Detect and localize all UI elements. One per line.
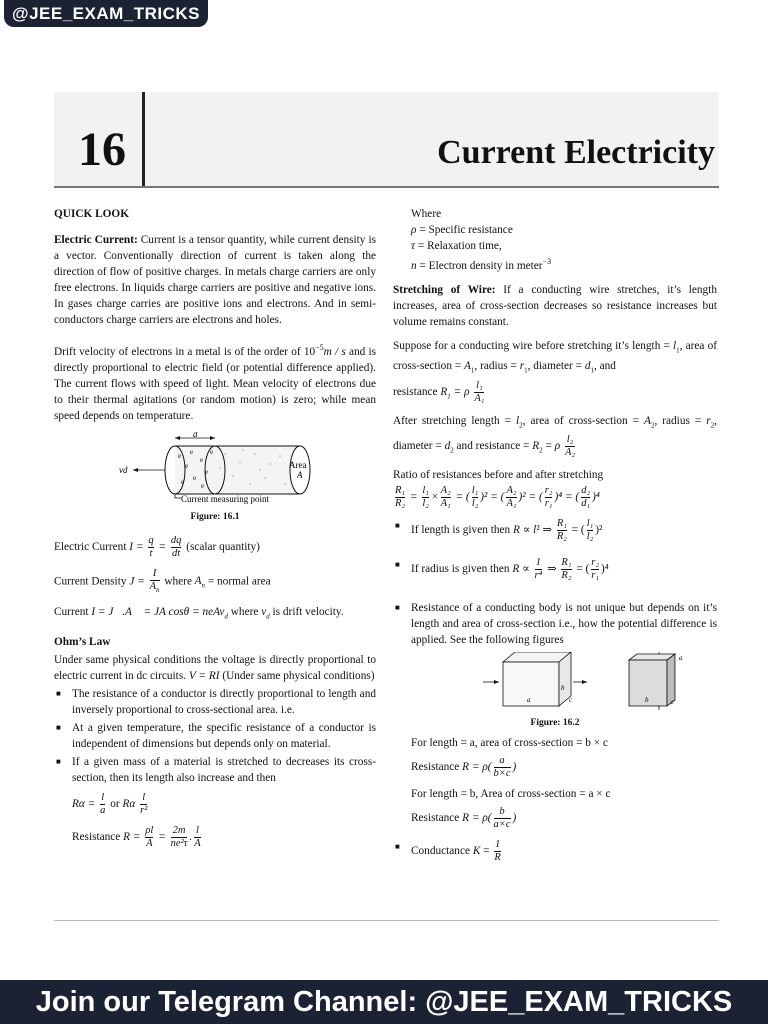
block-diagrams — [411, 652, 631, 710]
svg-text:b: b — [645, 695, 649, 704]
list-item: ■ If length is given then R ∝ l² ⇒ $\frac{\text{R₁}}{\text{R₂}}$ = ( $\frac{\text{l₁}}{\text{l₂}}$ )² — [393, 518, 717, 543]
eq-r1: resistance $R_1 = \rho$ $\frac{\text{l₁}}{\text{A₁}}$ — [393, 380, 485, 405]
figure-16-2-caption: Figure: 16.2 — [530, 717, 580, 728]
right-column — [393, 206, 717, 866]
eq-resistance: Resistance R = $\frac{\rho l}{A}$ = $\frac{2m}{\text{ne²τ}}$ . $\frac{l}{A}$ — [72, 825, 201, 850]
eq-ratio: $\frac{\text{R₁}}{\text{R₂}}$ = $\frac{\text{l₁}}{\text{l₂}}$ × $\frac{\text{A₂}}{\text{A₁}}$ = ( $\frac{\text{l₁}}{\text{l₂}}$ )² = ( $\frac{\text{A₂}}{\text{A₁}}$ )² = ( $\frac{\text{r₂}}{\text{r₁}}$ )⁴ = ( $\frac{\text{d₂}}{\text{d₁}}$ )⁴ — [395, 484, 600, 509]
quick-look-heading: QUICK LOOK — [54, 208, 130, 220]
header-divider — [142, 92, 145, 186]
svg-text:e: e — [190, 447, 194, 456]
eq-proportional: Rα = $\frac{l}{a}$ or Rα $\frac{l}{\text{r²}}$ — [72, 792, 148, 817]
svg-text:c: c — [671, 697, 675, 706]
where-block: Where ρ = Specific resistance τ = Relaxation time, n = Electron density in meter$^{-3}$ — [411, 208, 552, 272]
svg-text:e: e — [205, 467, 209, 476]
list-item: ■ At a given temperature, the specific resistance of a conductor is independent of dimensions but depends only on material. — [54, 720, 376, 752]
list-item: ■ The resistance of a conductor is directly proportional to length and inversely proportional to cross-sectional area. i.e. — [54, 686, 376, 718]
svg-text:e: e — [185, 461, 189, 470]
ohm-bullets — [54, 686, 376, 786]
fig1-vd: vd — [119, 464, 128, 475]
electric-current-para — [54, 232, 376, 328]
svg-text:e: e — [201, 481, 205, 490]
figure-16-2 — [393, 652, 717, 731]
drift-b: and is directly proportional to electric field (or potential difference applied). The current flows with speed of light. Mean velocity of electrons due to their thermal agitations (or random motion) is zero; while mean speed depends on temperature. — [54, 345, 376, 422]
figure-16-1-caption: Figure: 16.1 — [190, 511, 240, 522]
list-item: ■ If radius is given then R ∝ $\frac{1}{\text{r⁴}}$ ⇒ $\frac{\text{R₁}}{\text{R₂}}$ = ( $\frac{\text{r₂}}{\text{r₁}}$ )⁴ — [393, 557, 717, 582]
list-item: ■ Resistance of a conducting body is not unique but depends on it’s length and area of cross-section i.e., how the potential difference is applied. See the following figures — [393, 600, 717, 648]
ec-head: Electric Current: — [54, 234, 138, 246]
svg-text:e: e — [210, 447, 214, 456]
block-diagram-2 — [619, 652, 699, 710]
svg-text:e: e — [200, 455, 204, 464]
eq-current-vector: Current I = J⃗.A⃗ = JA cosθ = neAv$_d$ where $v_d$ is drift velocity. — [54, 605, 344, 621]
ratio-label: Ratio of resistances before and after stretching — [393, 468, 604, 481]
ec-text: Current is a tensor quantity, while current density is a vector. Conventionally direction of current is taken along the direction of flow of positive charges. In metals charge carriers are only free electrons. In liquids charge carriers are positive and negative ions. In gases charge carries are positive ions and electrons. And in semi-conductors charge carriers are electrons and holes. — [54, 234, 377, 326]
cylinder-diagram — [115, 432, 315, 504]
chapter-number: 16 — [78, 123, 126, 176]
svg-text:e: e — [193, 473, 197, 482]
chapter-header — [54, 92, 719, 188]
after-para: After stretching length = $l_2$, area of cross-section = $A_2$, radius = $r_2$, diameter = $d_2$ and resistance = $R_2 = \rho$ $\frac{\text{l₂}}{\text{A₂}}$ — [393, 415, 717, 458]
drift-para: Drift velocity of electrons in a metal is of the order of $10^{-5}m$ / s and is directly proportional to electric field (or potential difference applied). The current flows with speed of light. Mean velocity of electrons due to their thermal agitations (or random motion) is zero; while mean speed depends on temperature. — [54, 343, 376, 422]
fig1-area: Area — [289, 459, 307, 470]
ohm-heading: Ohm’s Law — [54, 636, 111, 649]
eq-current-density: Current Density J = $\frac{I}{A_n}$ where $A_n$ = normal area — [54, 567, 271, 594]
chapter-title: Current Electricity — [437, 134, 715, 171]
drift-a: Drift velocity of electrons in a metal is of the order of — [54, 345, 301, 358]
conductance-bullet — [393, 839, 717, 864]
figure-16-1 — [54, 432, 376, 525]
resistance-cases: For length = a, area of cross-section = b × c Resistance R = ρ( $\frac{a}{b\times c}$ ) For length = b, Area of cross-section = a × c Resistance R = ρ( $\frac{b}{a\times c}$ ) — [411, 736, 611, 830]
eq-electric-current: Electric Current I = $\frac{q}{t}$ = $\frac{dq}{dt}$ (scalar quantity) — [54, 534, 260, 559]
ratio-bullets — [393, 518, 717, 648]
stretching-para: Stretching of Wire: If a conducting wire stretches, it’s length increases, area of cross-section decreases so resistance increases but volume remains constant. — [393, 283, 717, 328]
left-column — [54, 206, 376, 858]
svg-text:a: a — [679, 653, 683, 662]
telegram-banner: Join our Telegram Channel: @JEE_EXAM_TRICKS — [0, 980, 768, 1024]
watermark-badge: @JEE_EXAM_TRICKS — [4, 0, 208, 27]
ohm-para: Under same physical conditions the voltage is directly proportional to electric current in dc circuits. V = RI (Under same physical conditions) — [54, 654, 376, 683]
svg-text:b: b — [560, 683, 565, 692]
fig1-d: d — [193, 431, 198, 439]
fig1-A: A — [297, 469, 303, 480]
fig1-cmp: Current measuring point — [181, 493, 269, 504]
list-item: ■ If a given mass of a material is stretched to decreases its cross-section, then its length also increase and then — [54, 754, 376, 786]
footer-rule — [54, 920, 719, 921]
svg-text:e: e — [178, 451, 182, 460]
svg-text:c: c — [568, 695, 572, 704]
svg-text:e: e — [181, 477, 185, 486]
list-item: ■ Conductance K = $\frac{1}{R}$ — [393, 839, 717, 864]
svg-text:a: a — [526, 695, 531, 704]
suppose-para: Suppose for a conducting wire before stretching it’s length = $l_1$, area of cross-section = $A_1$, radius = $r_1$, diameter = $d_1$, and — [393, 339, 717, 375]
